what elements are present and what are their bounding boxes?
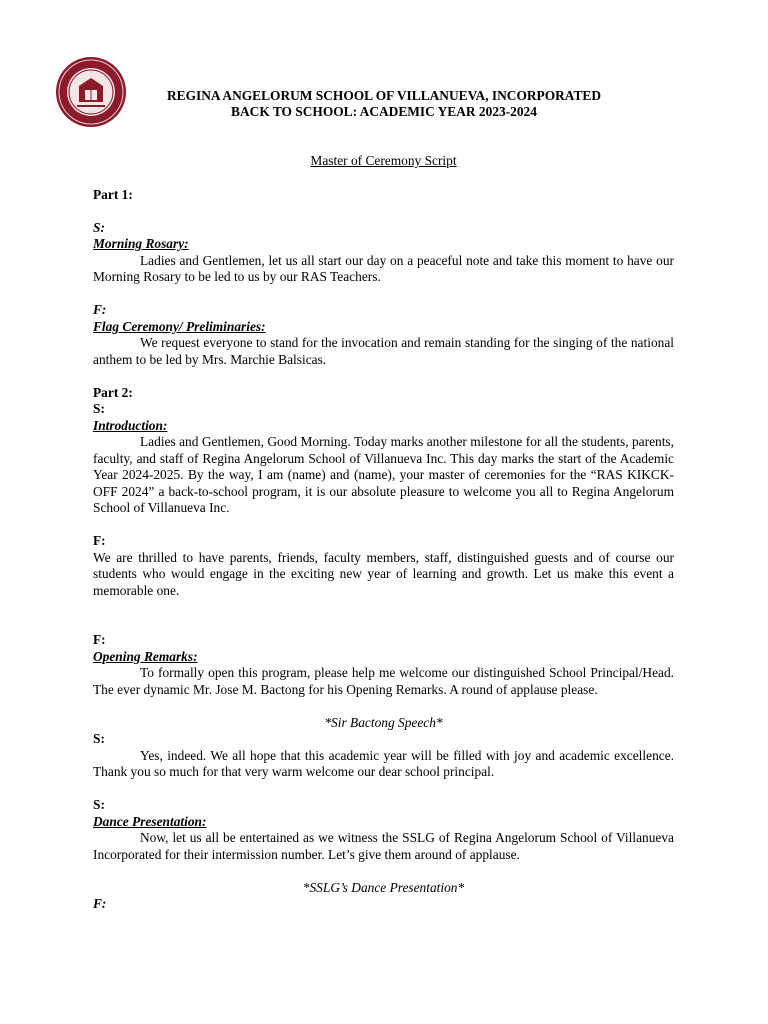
speaker-label: S: [93,219,105,235]
script-paragraph: To formally open this program, please help me welcome our distinguished School Principal/Head. The ever dynamic Mr. Jose M. Bactong for his Opening Remarks. A round of applause please. [93,665,674,697]
section-heading-opening-remarks: Opening Remarks: [93,648,198,664]
section-heading-introduction: Introduction: [93,417,168,433]
speaker-label: S: [93,797,105,812]
speaker-label: S: [93,731,105,746]
school-name: REGINA ANGELORUM SCHOOL OF VILLANUEVA, INCORPORATED [166,88,601,103]
section-heading-morning-rosary: Morning Rosary: [93,236,189,251]
script-body [93,153,674,913]
section-heading-flag-ceremony: Flag Ceremony/ Preliminaries: [93,318,266,334]
script-paragraph: Ladies and Gentlemen, Good Morning. Today marks another milestone for all the students, parents, faculty, and staff of Regina Angelorum School of Villanueva Inc. This day marks the start of the Academic Year 2024-2025. By the way, I am (name) and (name), your master of ceremonies for the “RAS KIKCK-OFF 2024” a back-to-school program, it is our absolute pleasure to welcome you all to Regina Angelorum School of Villanueva Inc. [93,434,674,515]
part-1-label: Part 1: [93,186,133,202]
script-paragraph: We are thrilled to have parents, friends, faculty members, staff, distinguished guests and of course our students who would engage in the exciting new year of learning and growth. Let us make this event a memorable one. [93,549,674,598]
speaker-label: F: [93,632,106,647]
script-paragraph: We request everyone to stand for the invocation and remain standing for the singing of the national anthem to be led by Mrs. Marchie Balsicas. [93,335,674,367]
speaker-label: S: [93,401,105,416]
speaker-label: F: [93,302,107,317]
script-paragraph: Now, let us all be entertained as we witness the SSLG of Regina Angelorum School of Villanueva Incorporated for their intermission number. Let’s give them around of applause. [93,830,674,862]
speaker-label: F: [93,533,106,548]
event-title: BACK TO SCHOOL: ACADEMIC YEAR 2023-2024 [231,104,537,119]
script-paragraph: Ladies and Gentlemen, let us all start our day on a peaceful note and take this moment to have our Morning Rosary to be led to us by our RAS Teachers. [93,252,674,284]
document-title: Master of Ceremony Script [310,153,457,168]
part-2-label: Part 2: [93,384,133,400]
speaker-label: F: [93,896,107,911]
stage-note: *SSLG’s Dance Presentation* [302,879,465,895]
document-header [130,88,638,120]
school-seal-logo [55,56,127,128]
section-heading-dance-presentation: Dance Presentation: [93,813,207,829]
script-paragraph: Yes, indeed. We all hope that this academic year will be filled with joy and academic excellence. Thank you so much for that very warm welcome our dear school principal. [93,747,674,779]
stage-note: *Sir Bactong Speech* [324,714,443,730]
